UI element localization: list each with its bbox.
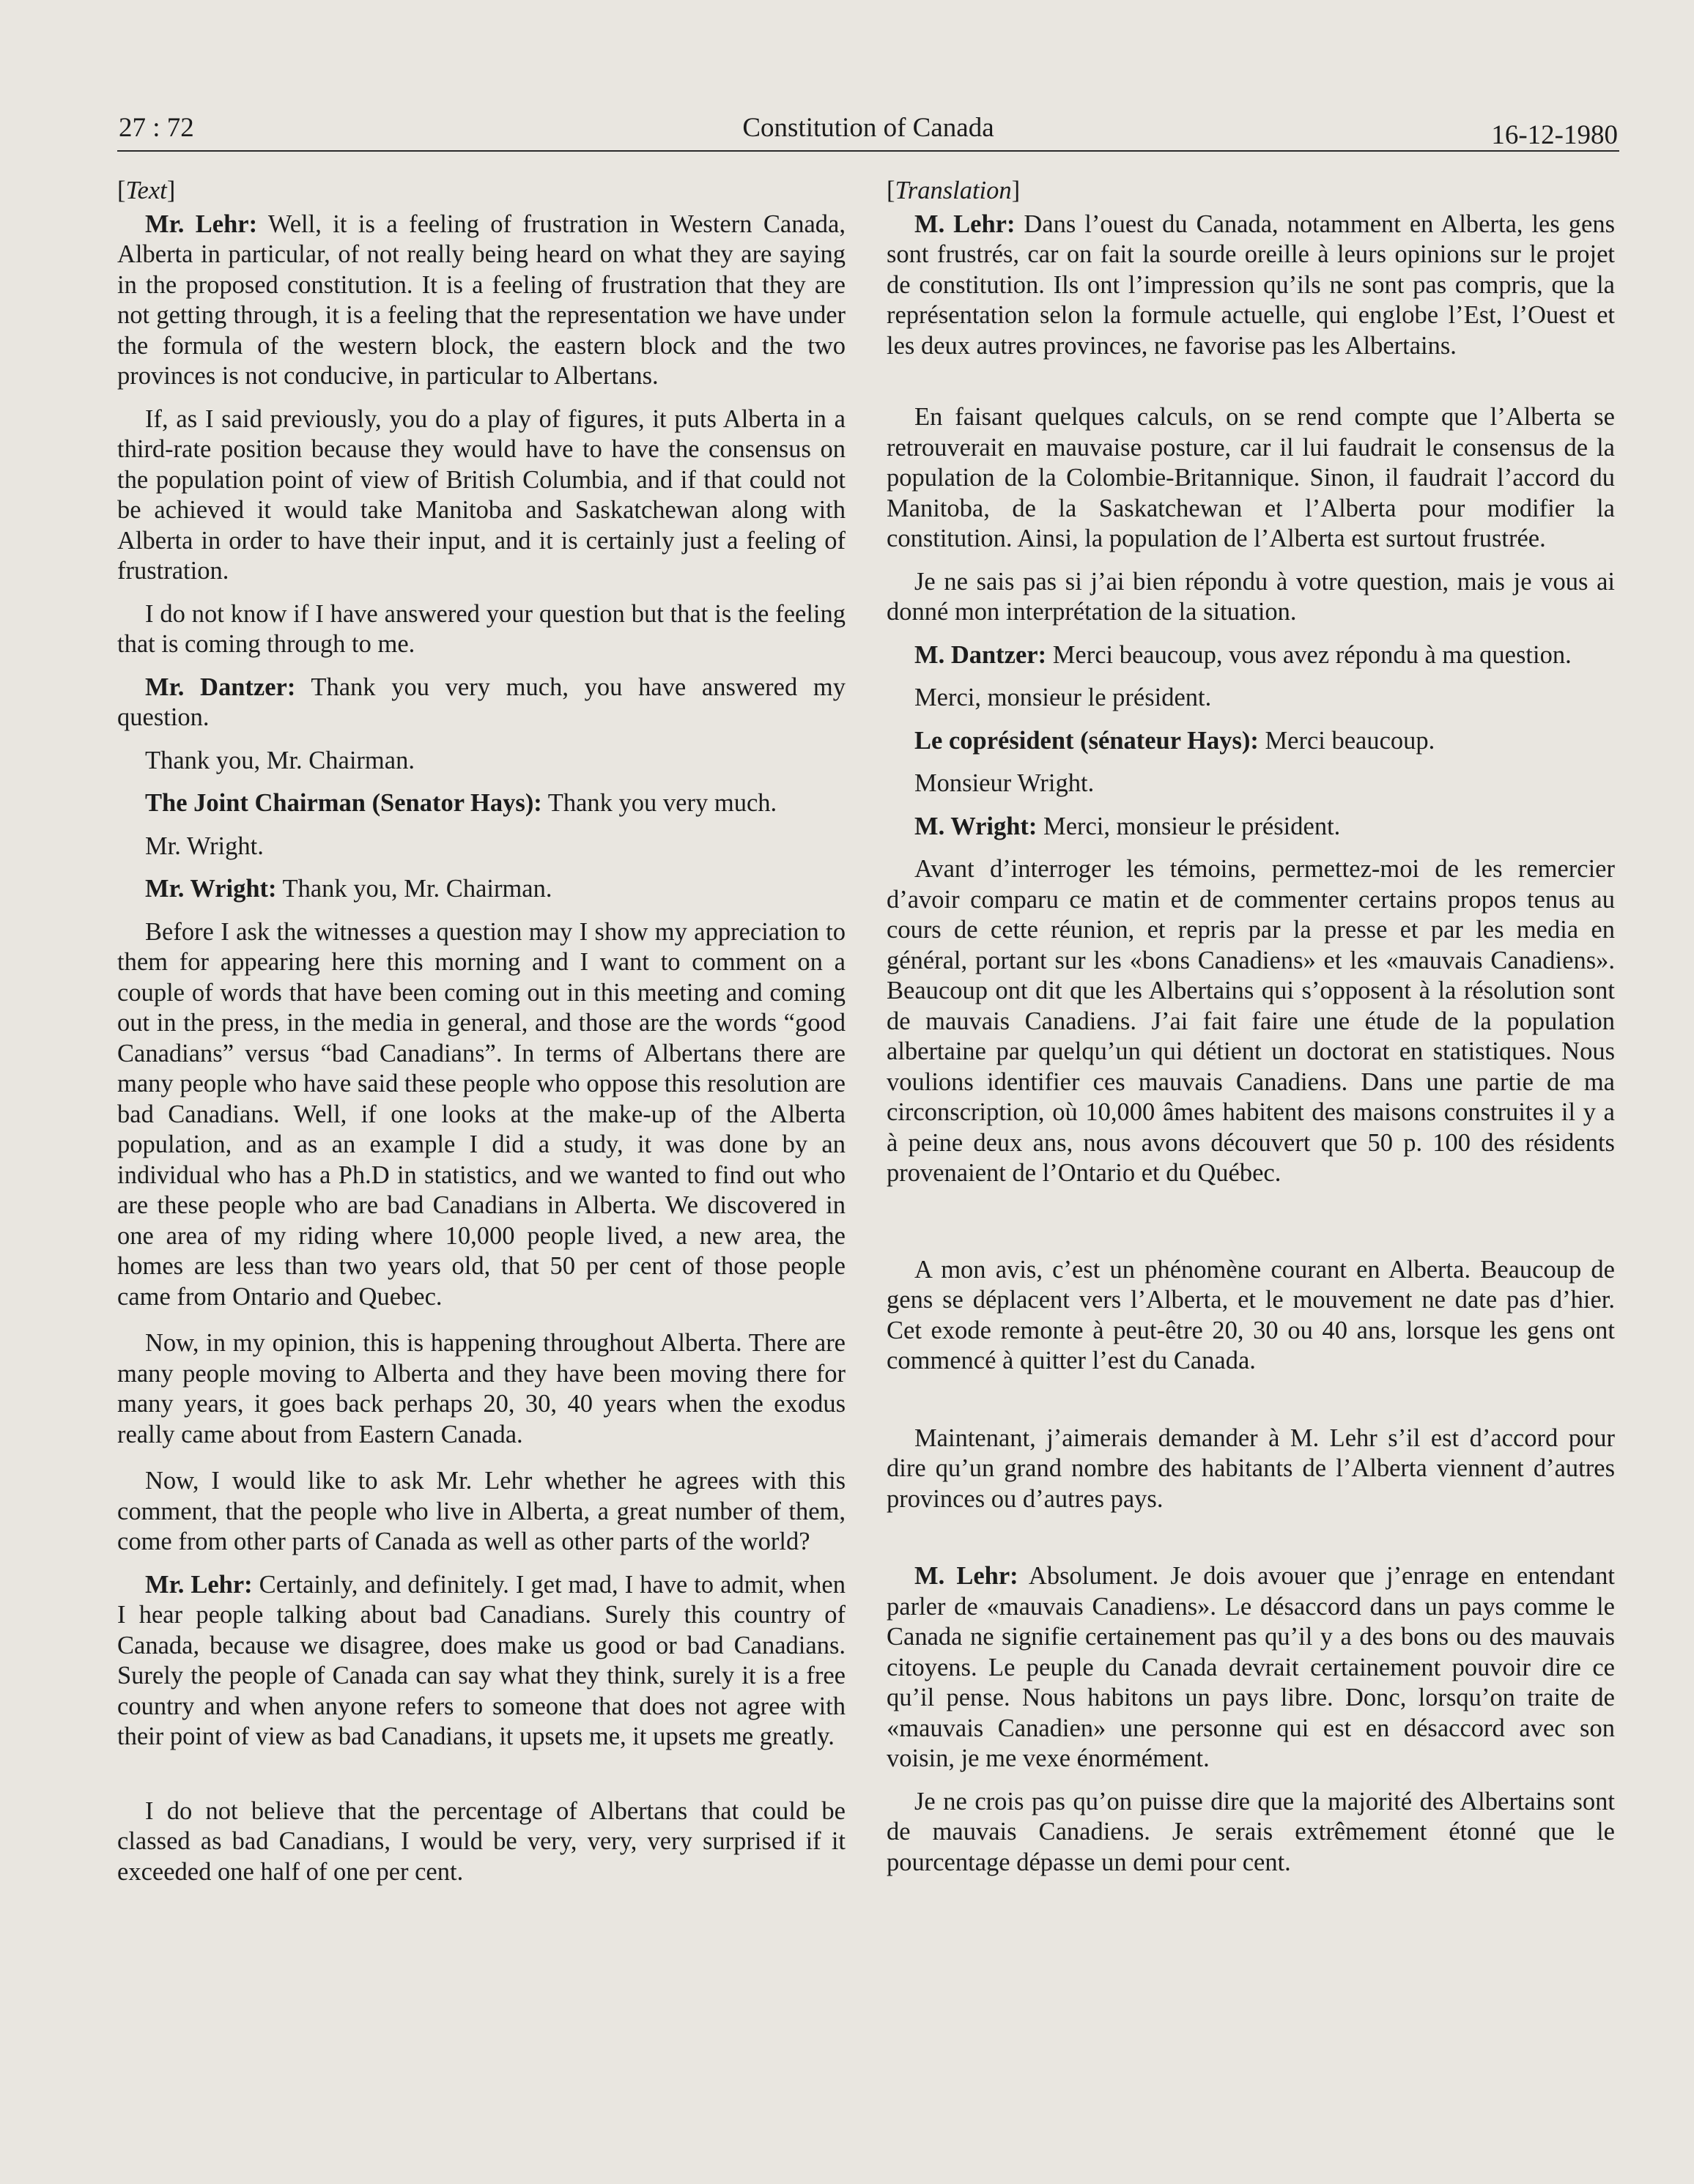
speaker: M. Lehr: [914,1562,1018,1590]
paragraph: Now, I would like to ask Mr. Lehr whether he agrees with this comment, that the people who live in Alberta, a great number of them, come from other parts of Canada as well as other parts of the world? [117,1467,846,1555]
page-date: 16-12-1980 [1491,120,1618,150]
speaker: M. Dantzer: [914,640,1047,669]
column-label: [Text] [117,177,176,204]
paragraph: If, as I said previously, you do a play of figures, it puts Alberta in a third-rate position because they would have to have the consensus on the population point of view of British Columbia, and if that could not be achieved it would take Manitoba and Saskatchewan along with Alberta in order to have their input, and it is certainly just a feeling of frustration. [117,404,846,585]
paragraph: Je ne sais pas si j’ai bien répondu à votre question, mais je vous ai donné mon interprétation de la situation. [887,567,1615,626]
paragraph: Before I ask the witnesses a question may I show my appreciation to them for appearing here this morning and I want to comment on a couple of words that have been coming out in this meeting and coming out in the press, in the media in general, and those are the words “good Canadians” versus “bad Canadians”. In terms of Albertans there are many people who have said these people who oppose this resolution are bad Canadians. Well, if one looks at the make-up of the Alberta population, and as an example I did a study, it was done by an individual who has a Ph.D in statistics, and we wanted to find out who are these people who are bad Canadians in Alberta. We discovered in one area of my riding where 10,000 people lived, a new area, the homes are less than two years old, that 50 per cent of those people came from Ontario and Quebec. [117,917,846,1311]
paragraph: M. Wright: Merci, monsieur le président. [914,812,1341,840]
speaker: Mr. Dantzer: [145,673,296,701]
paragraph: Avant d’interroger les témoins, permettez-moi de les remercier d’avoir comparu ce matin et de commenter certains propos tenus au cours de cette réunion, et repris par la presse et par les media en général, portant sur les «bons Canadiens» et les «mauvais Canadiens». Beaucoup ont dit que les Albertains qui s’opposent à la résolution sont de mauvais Canadiens. J’ai fait faire une étude de la population albertaine par quelqu’un qui détient un doctorat en statistiques. Nous voulions identifier ces mauvais Canadiens. Dans une partie de ma circonscription, où 10,000 âmes habitent des maisons construites il y a à peine deux ans, nous avons découvert que 50 p. 100 des résidents provenaient de l’Ontario et du Québec. [887,855,1615,1187]
paragraph: Merci, monsieur le président. [914,684,1212,711]
speaker: M. Wright: [914,812,1038,840]
page-title: Constitution of Canada [742,113,994,143]
paragraph: Mr. Wright. [145,832,264,860]
paragraph: A mon avis, c’est un phénomène courant en Alberta. Beaucoup de gens se déplacent vers l’Alberta, et le mouvement ne date pas d’hier. Cet exode remonte à peut-être 20, 30 ou 40 ans, lorsque les gens ont commencé à quitter l’est du Canada. [887,1255,1615,1374]
paragraph: The Joint Chairman (Senator Hays): Thank you very much. [145,789,777,817]
paragraph: Mr. Wright: Thank you, Mr. Chairman. [145,875,552,903]
page-number: 27 : 72 [119,113,194,143]
paragraph: En faisant quelques calculs, on se rend compte que l’Alberta se retrouverait en mauvaise posture, car il lui faudrait le consensus de la population de la Colombie-Britannique. Sinon, il faudrait l’accord du Manitoba, de la Saskatchewan et l’Alberta pour modifier la constitution. Ainsi, la population de l’Alberta est surtout frustrée. [887,403,1615,552]
paragraph: Maintenant, j’aimerais demander à M. Lehr s’il est d’accord pour dire qu’un grand nombre des habitants de l’Alberta viennent d’autres provinces ou d’autres pays. [887,1424,1615,1513]
paragraph: Mr. Dantzer: Thank you very much, you have answered my question. [117,673,846,731]
paragraph: Thank you, Mr. Chairman. [145,746,415,774]
speaker: Mr. Wright: [145,875,277,903]
page-header [119,106,1618,150]
paragraph: Monsieur Wright. [914,769,1095,797]
speaker: Mr. Lehr: [145,1570,253,1599]
paragraph: Mr. Lehr: Certainly, and definitely. I get mad, I have to admit, when I hear people talking about bad Canadians. Surely this country of Canada, because we disagree, does make us good or bad Canadians. Surely the people of Canada can say what they think, surely it is a free country and when anyone refers to someone that does not agree with their point of view as bad Canadians, it upsets me, it upsets me greatly. [117,1570,846,1750]
column-label: [Translation] [887,177,1021,204]
paragraph: M. Lehr: Absolument. Je dois avouer que j’enrage en entendant parler de «mauvais Canadiens». Le désaccord dans un pays comme le Canada ne signifie certainement pas qu’il y a des bons ou des mauvais citoyens. Le peuple du Canada devrait certainement pouvoir dire ce qu’il pense. Nous habitons un pays libre. Donc, lorsqu’on traite de «mauvais Canadien» une personne qui est en désaccord avec son voisin, je me vexe énormément. [887,1562,1615,1772]
speaker: Le coprésident (sénateur Hays): [914,726,1259,755]
paragraph: M. Dantzer: Merci beaucoup, vous avez répondu à ma question. [914,640,1572,669]
english-column [117,176,846,1887]
paragraph: I do not believe that the percentage of Albertans that could be classed as bad Canadians, I would be very, very, very surprised if it exceeded one half of one per cent. [117,1796,846,1886]
french-column [887,176,1615,1878]
paragraph: Now, in my opinion, this is happening throughout Alberta. There are many people moving to Alberta and they have been moving there for many years, it goes back perhaps 20, 30, 40 years when the exodus really came about from Eastern Canada. [117,1329,846,1448]
header-rule [117,150,1619,152]
speaker: Mr. Lehr: [145,210,258,238]
paragraph: M. Lehr: Dans l’ouest du Canada, notamment en Alberta, les gens sont frustrés, car on fait la sourde oreille à leurs opinions sur le projet de constitution. Ils ont l’impression qu’ils ne sont pas compris, que la représentation selon la formule actuelle, qui englobe l’Est, l’Ouest et les deux autres provinces, ne favorise pas les Albertains. [887,210,1615,360]
paragraph: I do not know if I have answered your question but that is the feeling that is coming through to me. [117,599,846,658]
paragraph: Je ne crois pas qu’on puisse dire que la majorité des Albertains sont de mauvais Canadiens. Je serais extrêmement étonné que le pourcentage dépasse un demi pour cent. [887,1787,1615,1876]
paragraph: Le coprésident (sénateur Hays): Merci beaucoup. [914,726,1435,755]
speaker: M. Lehr: [914,210,1016,238]
speaker: The Joint Chairman (Senator Hays): [145,789,542,817]
paragraph: Mr. Lehr: Well, it is a feeling of frustration in Western Canada, Alberta in particular, of not really being heard on what they are saying in the proposed constitution. It is a feeling of frustration that they are not getting through, it is a feeling that the representation we have under the formula of the western block, the eastern block and the two provinces is not conducive, in particular to Albertans. [117,210,846,390]
